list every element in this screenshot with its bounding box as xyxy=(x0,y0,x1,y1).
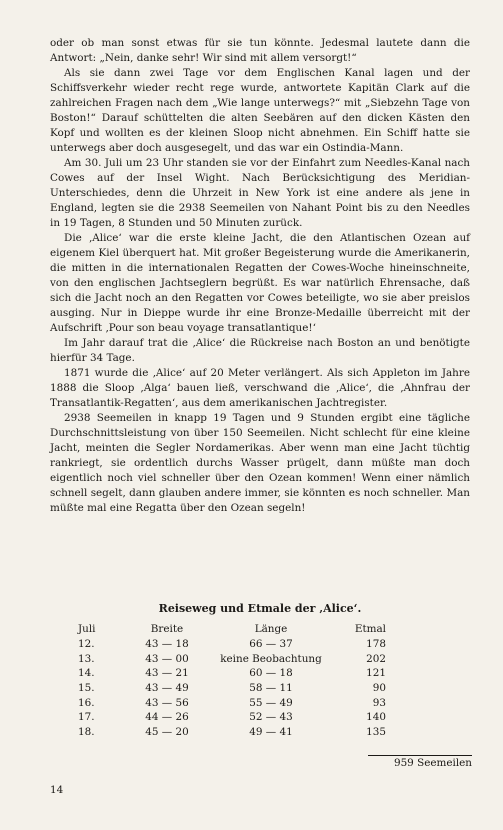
cell-laenge: 55 — 49 xyxy=(249,696,293,709)
cell-laenge: 58 — 11 xyxy=(249,682,293,695)
cell-laenge: 66 — 37 xyxy=(249,638,293,651)
cell-laenge: 52 — 43 xyxy=(249,711,293,724)
header-juli: Juli xyxy=(78,623,96,635)
table-total: 959 Seemeilen xyxy=(393,757,472,769)
table-header-row xyxy=(78,622,390,637)
table-row xyxy=(78,681,390,696)
paragraph: Im Jahr darauf trat die ‚Alice‘ die Rückreise nach Boston an und benötigte hierfür 34 Tage. xyxy=(50,337,470,364)
header-breite: Breite xyxy=(150,623,184,635)
cell-etmal: 135 xyxy=(366,725,386,738)
table-row xyxy=(78,710,390,725)
cell-breite: 45 — 20 xyxy=(145,725,189,738)
cell-laenge: 49 — 41 xyxy=(249,725,293,738)
cell-breite: 43 — 00 xyxy=(145,652,189,665)
cell-etmal: 121 xyxy=(366,667,386,680)
cell-laenge: 60 — 18 xyxy=(249,667,293,680)
voyage-table xyxy=(78,622,390,739)
header-etmal: Etmal xyxy=(354,623,386,635)
cell-etmal: 90 xyxy=(372,682,386,695)
cell-etmal: 140 xyxy=(366,711,386,724)
cell-etmal: 202 xyxy=(366,652,386,665)
cell-day: 15. xyxy=(78,682,95,695)
cell-breite: 44 — 26 xyxy=(145,711,189,724)
cell-breite: 43 — 18 xyxy=(145,638,189,651)
table-row xyxy=(78,695,390,710)
cell-breite: 43 — 56 xyxy=(145,696,189,709)
cell-laenge: keine Beobachtung xyxy=(220,652,322,665)
paragraph: 1871 wurde die ‚Alice‘ auf 20 Meter verlängert. Als sich Appleton im Jahre 1888 die Sloop ‚Alga‘ bauen ließ, verschwand die ‚Alice‘, die ‚Ahnfrau der Transatlantik-Regatten‘, aus dem amerikanischen Jachtregister. xyxy=(50,367,470,409)
table-title: Reiseweg und Etmale der ‚Alice‘. xyxy=(158,602,362,615)
cell-day: 17. xyxy=(78,711,95,724)
cell-day: 12. xyxy=(78,638,95,651)
paragraph: oder ob man sonst etwas für sie tun könnte. Jedesmal lautete dann die Antwort: „Nein, danke sehr! Wir sind mit allem versorgt!“ xyxy=(50,37,470,64)
table-row xyxy=(78,637,390,652)
paragraph: Am 30. Juli um 23 Uhr standen sie vor der Einfahrt zum Needles-Kanal nach Cowes auf der Insel Wight. Nach Berücksichtigung des Meridian-Unterschiedes, denn die Uhrzeit in New York ist eine andere als jene in England, legten sie die 2938 Seemeilen von Nahant Point bis zu den Needles in 19 Tagen, 8 Stunden und 50 Minuten zurück. xyxy=(50,157,470,229)
header-laenge: Länge xyxy=(254,623,288,635)
cell-day: 16. xyxy=(78,696,95,709)
cell-breite: 43 — 21 xyxy=(145,667,189,680)
paragraph: Als sie dann zwei Tage vor dem Englischen Kanal lagen und der Schiffsverkehr wieder recht rege wurde, antwortete Kapitän Clark auf die zahlreichen Fragen nach dem „Wie lange unterwegs?“ mit „Siebzehn Tage von Boston!“ Darauf schüttelten die alten Seebären auf den dicken Kästen den Kopf und wollten es der kleinen Sloop nicht abnehmen. Ein Schiff hatte sie unterwegs aber doch ausgesegelt, und das war ein Ostindia-Mann. xyxy=(50,67,470,154)
cell-etmal: 93 xyxy=(372,696,386,709)
cell-etmal: 178 xyxy=(366,638,386,651)
table-row xyxy=(78,725,390,740)
table-row xyxy=(78,666,390,681)
page-number: 14 xyxy=(50,784,64,796)
paragraph: 2938 Seemeilen in knapp 19 Tagen und 9 Stunden ergibt eine tägliche Durchschnittsleistung von über 150 Seemeilen. Nicht schlecht für eine kleine Jacht, meinten die Segler Nordamerikas. Aber wenn man eine Jacht tüchtig rankriegt, sie ordentlich durchs Wasser prügelt, dann müßte man doch eigentlich noch viel schneller über den Ozean kommen! Wenn einer nämlich schnell segelt, dann glauben andere immer, sie könnten es noch schneller. Man müßte mal eine Regatta über den Ozean segeln! xyxy=(50,412,470,514)
body-text xyxy=(50,36,470,516)
cell-breite: 43 — 49 xyxy=(145,682,189,695)
sum-rule xyxy=(368,755,472,756)
paragraph: Die ‚Alice‘ war die erste kleine Jacht, die den Atlantischen Ozean auf eigenem Kiel überquert hat. Mit großer Begeisterung wurde die Amerikanerin, die mitten in die internationalen Regatten der Cowes-Woche hineinschneite, von den englischen Jachtseglern begrüßt. Es war natürlich Ehrensache, daß sich die Jacht noch an den Regatten vor Cowes beteiligte, wo sie aber preislos ausging. Nur in Dieppe wurde ihr eine Bronze-Medaille überreicht mit der Aufschrift ‚Pour son beau voyage transatlantique!‘ xyxy=(50,232,470,334)
cell-day: 18. xyxy=(78,725,95,738)
cell-day: 13. xyxy=(78,652,95,665)
cell-day: 14. xyxy=(78,667,95,680)
table-row xyxy=(78,652,390,667)
